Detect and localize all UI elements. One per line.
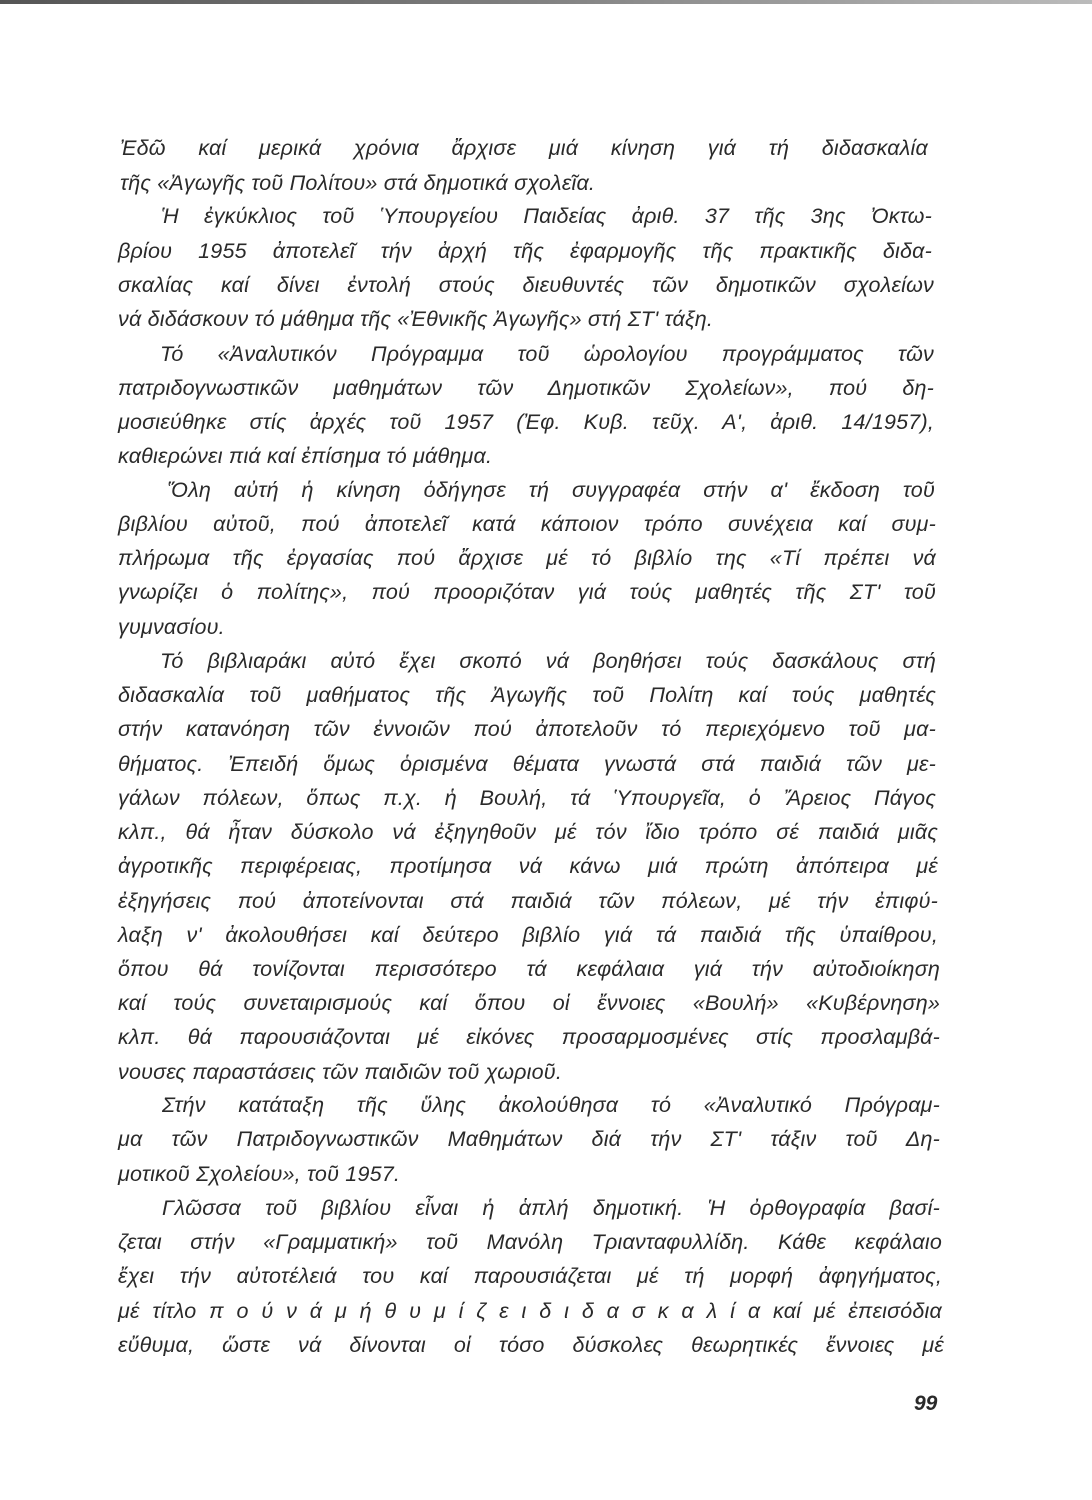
text-line: κλπ. θά παρουσιάζονται μέ εἰκόνες προσαρμοσμένες στίς προσλαμβά- [118,1025,940,1049]
text-line: κλπ., θά ἦταν δύσκολο νά ἐξηγηθοῦν μέ τόν ἴδιο τρόπο σέ παιδιά μιᾶς [118,820,938,844]
text-line: ἀγροτικῆς περιφέρειας, προτίμησα νά κάνω μιά πρώτη ἀπόπειρα μέ [118,854,938,878]
text-line: διδασκαλία τοῦ μαθήματος τῆς Ἀγωγῆς τοῦ Πολίτη καί τούς μαθητές [118,683,936,707]
text-line: Στήν κατάταξη τῆς ὕλης ἀκολούθησα τό «Ἀναλυτικό Πρόγραμ- [162,1093,940,1117]
text-line: καθιερώνει πιά καί ἐπίσημα τό μάθημα. [118,444,493,468]
page-number: 99 [914,1392,938,1415]
text-line: Ἡ ἐγκύκλιος τοῦ Ὑπουργείου Παιδείας ἀριθ. 37 τῆς 3ης Ὀκτω- [161,204,932,228]
text-line: μοτικοῦ Σχολείου», τοῦ 1957. [118,1162,401,1186]
text-line: ἔχει τήν αὐτοτέλειά του καί παρουσιάζεται μέ τή μορφή ἀφηγήματος, [118,1264,942,1288]
text-line: ὅπου θά τονίζονται περισσότερο τά κεφάλαια γιά τήν αὐτοδιοίκηση [118,957,940,981]
text-line: Ἐδῶ καί μερικά χρόνια ἄρχισε μιά κίνηση γιά τή διδασκαλία [120,136,928,160]
text-line: γνωρίζει ὁ πολίτης», πού προοριζόταν γιά τούς μαθητές τῆς ΣΤ' τοῦ [118,580,936,604]
text-line: σκαλίας καί δίνει ἐντολή στούς διευθυντές τῶν δημοτικῶν σχολείων [118,273,934,297]
text-line: νά διδάσκουν τό μάθημα τῆς «Ἐθνικῆς Ἀγωγῆς» στή ΣΤ' τάξη. [118,307,714,331]
text-line: εὔθυμα, ὥστε νά δίνονται οἱ τόσο δύσκολες θεωρητικές ἔννοιες μέ [118,1333,944,1357]
text-line: μα τῶν Πατριδογνωστικῶν Μαθημάτων διά τήν ΣΤ' τάξιν τοῦ Δη- [118,1127,940,1151]
text-line: Γλῶσσα τοῦ βιβλίου εἶναι ἡ ἁπλή δημοτική. Ἡ ὀρθογραφία βασί- [162,1196,940,1220]
text-line: γυμνασίου. [118,615,225,639]
text-line: Τό «Ἀναλυτικόν Πρόγραμμα τοῦ ὡρολογίου προγράμματος τῶν [160,342,934,366]
text-line: βιβλίου αὐτοῦ, πού ἀποτελεῖ κατά κάποιον τρόπο συνέχεια καί συμ- [118,512,936,536]
text-line: λαξη ν' ἀκολουθήσει καί δεύτερο βιβλίο γιά τά παιδιά τῆς ὑπαίθρου, [118,923,938,947]
text-line: γάλων πόλεων, ὅπως π.χ. ἡ Βουλή, τά Ὑπουργεῖα, ὁ Ἄρειος Πάγος [118,786,936,810]
text-line: Ὅλη αὐτή ἡ κίνηση ὁδήγησε τή συγγραφέα στήν α' ἔκδοση τοῦ [167,478,935,502]
text-line: μοσιεύθηκε στίς ἀρχές τοῦ 1957 (Ἐφ. Κυβ. τεῦχ. Α', ἀριθ. 14/1957), [118,410,934,434]
text-line: ζεται στήν «Γραμματική» τοῦ Μανόλη Τριανταφυλλίδη. Κάθε κεφάλαιο [118,1230,942,1254]
text-line: θήματος. Ἐπειδή ὅμως ὁρισμένα θέματα γνωστά στά παιδιά τῶν με- [118,752,936,776]
text-line: τῆς «Ἀγωγῆς τοῦ Πολίτου» στά δημοτικά σχολεῖα. [120,171,596,195]
text-line: στήν κατανόηση τῶν ἐννοιῶν πού ἀποτελοῦν τό περιεχόμενο τοῦ μα- [118,717,936,741]
text-line: μέ τίτλο π ο ύ ν ά μ ή θ υ μ ί ζ ε ι δ ι δ α σ κ α λ ί α καί μέ ἐπεισόδια [118,1299,942,1323]
text-line: πατριδογνωστικῶν μαθημάτων τῶν Δημοτικῶν Σχολείων», πού δη- [118,376,934,400]
text-line: βρίου 1955 ἀποτελεῖ τήν ἀρχή τῆς ἐφαρμογῆς τῆς πρακτικῆς διδα- [118,239,932,263]
text-line: καί τούς συνεταιρισμούς καί ὅπου οἱ ἔννοιες «Βουλή» «Κυβέρνηση» [118,991,940,1015]
text-line: ἐξηγήσεις πού ἀποτείνονται στά παιδιά τῶν πόλεων, μέ τήν ἐπιφύ- [118,889,938,913]
text-line: πλήρωμα τῆς ἐργασίας πού ἄρχισε μέ τό βιβλίο της «Τί πρέπει νά [118,546,936,570]
text-line: Τό βιβλιαράκι αὐτό ἔχει σκοπό νά βοηθήσει τούς δασκάλους στή [160,649,936,673]
text-line: νουσες παραστάσεις τῶν παιδιῶν τοῦ χωριοῦ. [118,1060,562,1084]
